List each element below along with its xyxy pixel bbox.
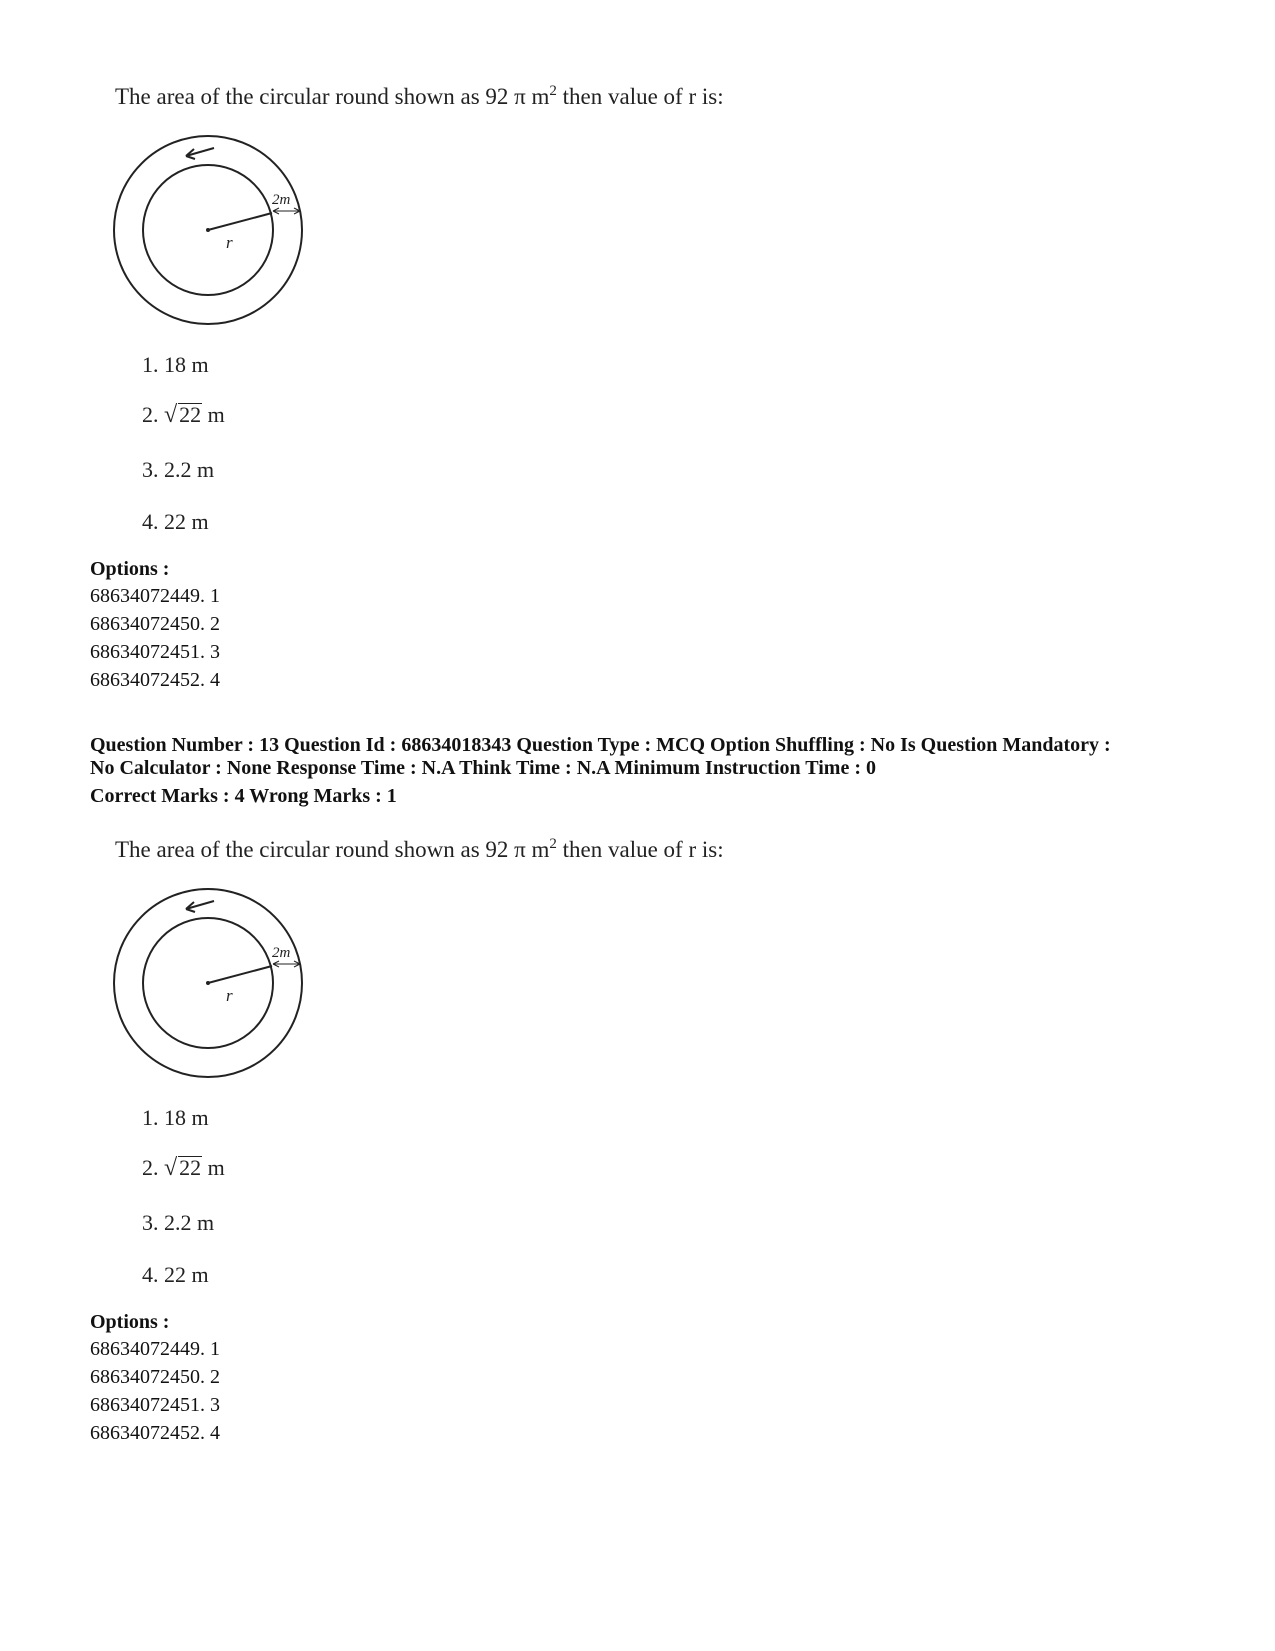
choice-1: 1. 18 m xyxy=(142,352,209,377)
choice-3: 3. 2.2 m xyxy=(142,457,215,482)
choice-3: 3. 2.2 m xyxy=(142,1210,215,1235)
question-text-main: The area of the circular round shown as 92 π m xyxy=(115,837,550,862)
choice-1: 1. 18 m xyxy=(142,1105,209,1130)
question-meta-line-2: No Calculator : None Response Time : N.A Think Time : N.A Minimum Instruction Time : 0 xyxy=(90,757,876,779)
radius-label: r xyxy=(226,233,233,252)
options-heading: Options : xyxy=(90,558,170,580)
question-text-end: then value of r is: xyxy=(556,84,724,109)
question-text xyxy=(115,837,724,863)
superscript: 2 xyxy=(549,83,557,99)
sqrt-expression: √22 xyxy=(164,402,202,428)
choice-2: 2. √22 m xyxy=(142,1155,225,1181)
radius-label: r xyxy=(226,986,233,1005)
radius-line xyxy=(208,213,272,230)
question-meta-line-1: Question Number : 13 Question Id : 68634018343 Question Type : MCQ Option Shuffling : No Is Question Mandatory : xyxy=(90,734,1111,756)
question-text-end: then value of r is: xyxy=(556,837,724,862)
option-row: 68634072449. 1 xyxy=(90,585,220,607)
width-label: 2m xyxy=(272,945,291,961)
center-dot xyxy=(206,981,210,985)
choice-4: 4. 22 m xyxy=(142,509,209,534)
options-heading: Options : xyxy=(90,1311,170,1333)
option-row: 68634072450. 2 xyxy=(90,613,220,635)
question-text xyxy=(115,84,724,110)
option-row: 68634072450. 2 xyxy=(90,1366,220,1388)
width-label: 2m xyxy=(272,192,291,208)
marks-line: Correct Marks : 4 Wrong Marks : 1 xyxy=(90,785,397,807)
question-text-main: The area of the circular round shown as 92 π m xyxy=(115,84,550,109)
sqrt-expression: √22 xyxy=(164,1155,202,1181)
circular-track-figure xyxy=(110,132,310,332)
option-row: 68634072449. 1 xyxy=(90,1338,220,1360)
option-row: 68634072452. 4 xyxy=(90,669,220,691)
center-dot xyxy=(206,228,210,232)
superscript: 2 xyxy=(549,836,557,852)
option-row: 68634072451. 3 xyxy=(90,1394,220,1416)
circular-track-figure xyxy=(110,885,310,1085)
choice-2: 2. √22 m xyxy=(142,402,225,428)
choice-4: 4. 22 m xyxy=(142,1262,209,1287)
radius-line xyxy=(208,966,272,983)
option-row: 68634072452. 4 xyxy=(90,1422,220,1444)
option-row: 68634072451. 3 xyxy=(90,641,220,663)
